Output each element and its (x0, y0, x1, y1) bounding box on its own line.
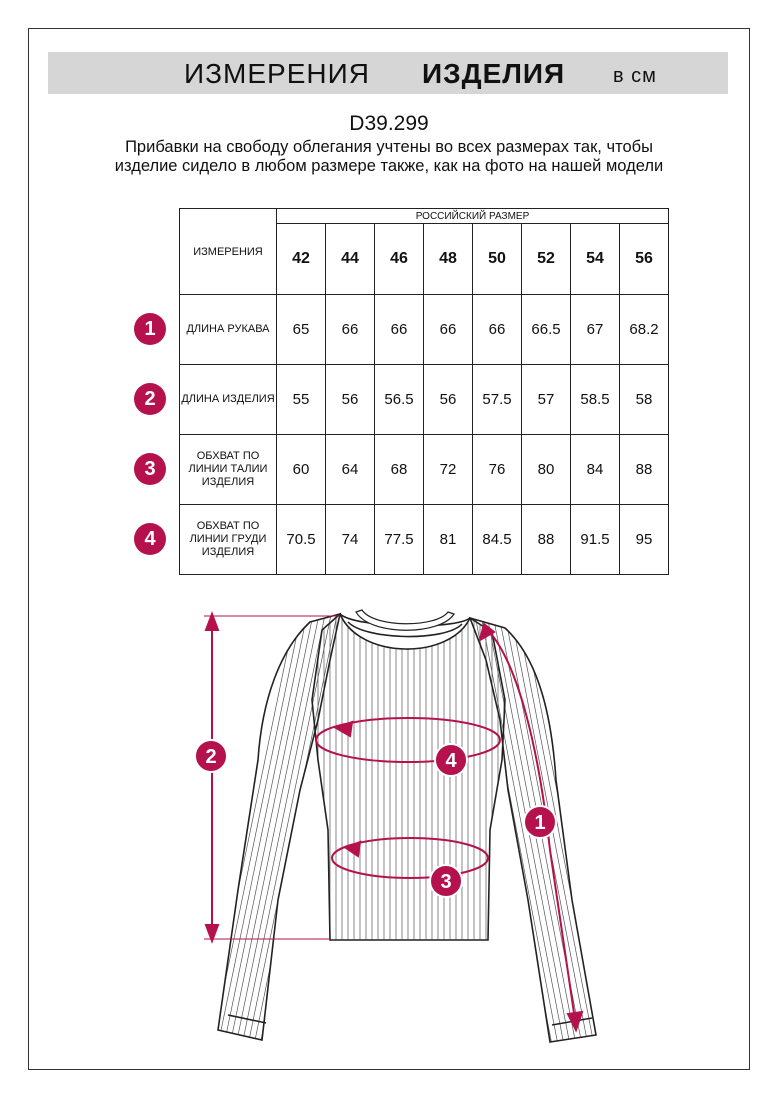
table-cell: 68 (375, 435, 424, 505)
size-header: 44 (326, 224, 375, 295)
table-cell: 55 (277, 365, 326, 435)
size-header: 46 (375, 224, 424, 295)
table-cell: 56 (326, 365, 375, 435)
table-cell: 95 (620, 505, 669, 575)
title-word-measurements: ИЗМЕРЕНИЯ (184, 58, 370, 89)
row-number-badge: 4 (134, 523, 166, 555)
size-header: 50 (473, 224, 522, 295)
size-header: 52 (522, 224, 571, 295)
row-number-badge: 1 (134, 313, 166, 345)
fit-note: Прибавки на свободу облегания учтены во всех размерах так, чтобы изделие сидело в любом размере также, как на фото на нашей модели (114, 138, 664, 175)
table-cell: 58.5 (571, 365, 620, 435)
table-cell: 77.5 (375, 505, 424, 575)
table-cell: 56 (424, 365, 473, 435)
table-cell: 66 (375, 295, 424, 365)
table-cell: 65 (277, 295, 326, 365)
table-cell: 64 (326, 435, 375, 505)
article-number: D39.299 (349, 112, 429, 135)
table-cell: 57 (522, 365, 571, 435)
row-number-badge: 2 (134, 383, 166, 415)
size-header: 42 (277, 224, 326, 295)
table-cell: 66 (424, 295, 473, 365)
table-cell: 80 (522, 435, 571, 505)
table-cell: 56.5 (375, 365, 424, 435)
table-cell: 67 (571, 295, 620, 365)
row-number-badge: 3 (134, 453, 166, 485)
title-unit: в см (613, 65, 657, 87)
table-cell: 68.2 (620, 295, 669, 365)
marker-chest: 4 (445, 750, 457, 772)
table-cell: 84.5 (473, 505, 522, 575)
table-cell: 76 (473, 435, 522, 505)
table-cell: 91.5 (571, 505, 620, 575)
table-cell: 72 (424, 435, 473, 505)
marker-waist: 3 (440, 871, 452, 893)
table-cell: 58 (620, 365, 669, 435)
title-word-product: ИЗДЕЛИЯ (422, 58, 566, 89)
table-cell: 88 (522, 505, 571, 575)
table-cell: 81 (424, 505, 473, 575)
marker-sleeve-length: 1 (534, 812, 546, 834)
table-cell: 66.5 (522, 295, 571, 365)
table-cell: 88 (620, 435, 669, 505)
table-cell: 70.5 (277, 505, 326, 575)
size-header: 56 (620, 224, 669, 295)
measurements-header: ИЗМЕРЕНИЯ (180, 209, 277, 295)
row-label: ОБХВАТ ПО ЛИНИИ ТАЛИИ ИЗДЕЛИЯ (180, 435, 277, 505)
table-cell: 74 (326, 505, 375, 575)
size-header: 54 (571, 224, 620, 295)
table-cell: 66 (473, 295, 522, 365)
row-label: ДЛИНА РУКАВА (180, 295, 277, 365)
table-cell: 57.5 (473, 365, 522, 435)
table-cell: 84 (571, 435, 620, 505)
table-cell: 66 (326, 295, 375, 365)
row-label: ДЛИНА ИЗДЕЛИЯ (180, 365, 277, 435)
marker-product-length: 2 (205, 746, 217, 768)
size-header: 48 (424, 224, 473, 295)
size-group-header: РОССИЙСКИЙ РАЗМЕР (277, 209, 669, 224)
table-cell: 60 (277, 435, 326, 505)
row-label: ОБХВАТ ПО ЛИНИИ ГРУДИ ИЗДЕЛИЯ (180, 505, 277, 575)
